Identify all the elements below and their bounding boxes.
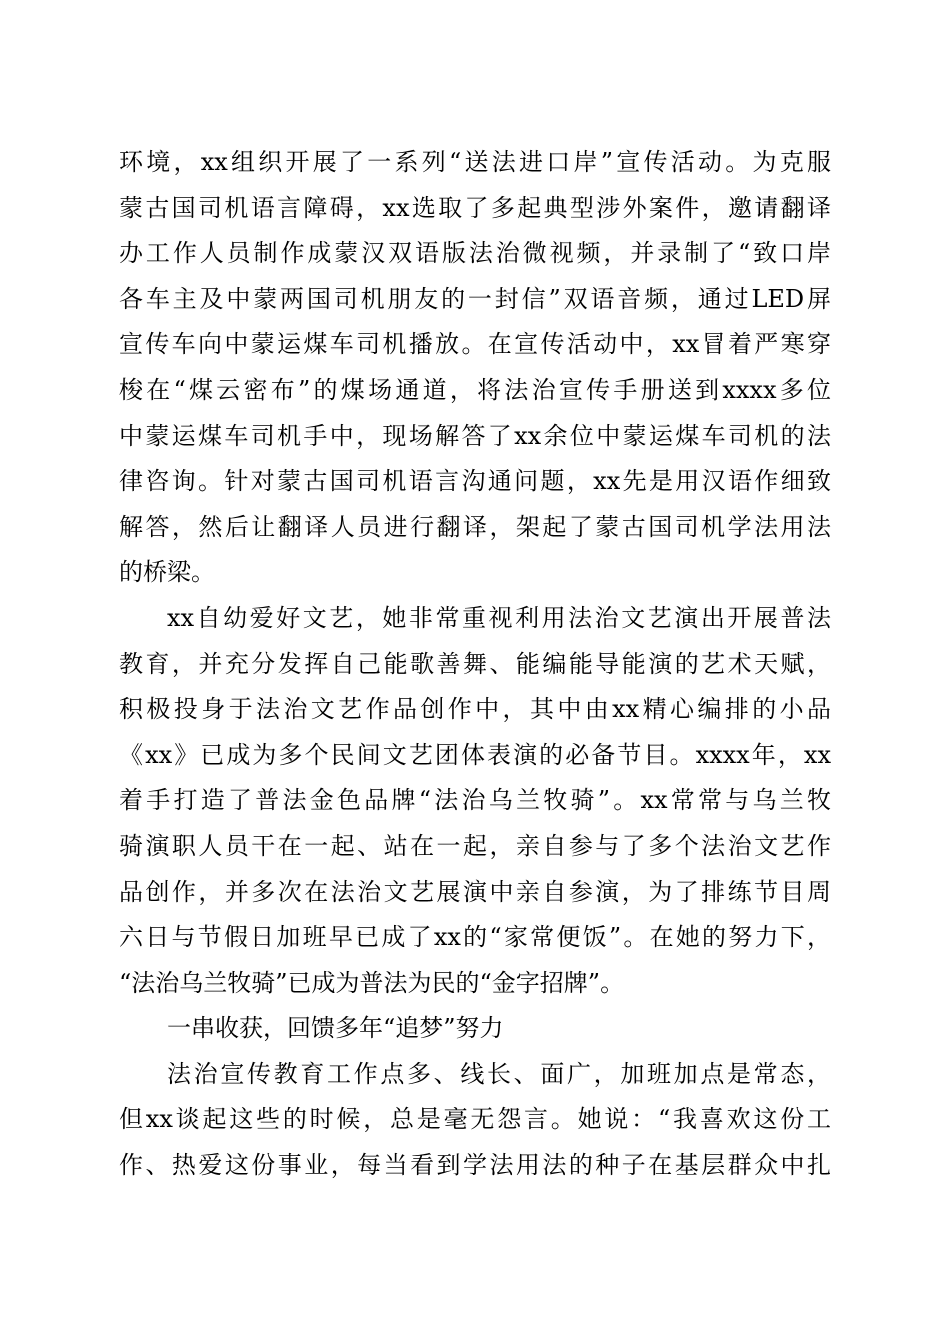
section-heading — [119, 1006, 831, 1052]
paragraph-line: 各车主及中蒙两国司机朋友的一封信”双语音频，通过LED屏 — [119, 284, 831, 313]
paragraph-3 — [119, 1052, 831, 1189]
paragraph-line: 环境，xx组织开展了一系列“送法进口岸”宣传活动。为克服 — [119, 148, 831, 176]
paragraph-line: 骑演职人员干在一起、站在一起，亲自参与了多个法治文艺作 — [119, 831, 831, 860]
paragraph-line: 宣传车向中蒙运煤车司机播放。在宣传活动中，xx冒着严寒穿 — [119, 330, 831, 359]
section-heading-text: 一串收获，回馈多年“追梦”努力 — [167, 1014, 504, 1043]
paragraph-line: 梭在“煤云密布”的煤场通道，将法治宣传手册送到xxxx多位 — [119, 375, 831, 404]
paragraph-1 — [119, 140, 831, 596]
paragraph-line: 但xx谈起这些的时候，总是毫无怨言。她说：“我喜欢这份工 — [119, 1105, 831, 1134]
paragraph-line: 中蒙运煤车司机手中，现场解答了xx余位中蒙运煤车司机的法 — [119, 421, 831, 450]
paragraph-line: “法治乌兰牧骑”已成为普法为民的“金字招牌”。 — [119, 968, 625, 997]
paragraph-line: 积极投身于法治文艺作品创作中，其中由xx精心编排的小品 — [119, 695, 831, 724]
paragraph-line: 品创作，并多次在法治文艺展演中亲自参演，为了排练节目周 — [119, 877, 831, 906]
paragraph-line: 法治宣传教育工作点多、线长、面广，加班加点是常态， — [167, 1059, 831, 1088]
paragraph-line: 六日与节假日加班早已成了xx的“家常便饭”。在她的努力下， — [119, 923, 831, 952]
paragraph-line: xx自幼爱好文艺，她非常重视利用法治文艺演出开展普法 — [167, 603, 831, 632]
paragraph-line: 蒙古国司机语言障碍，xx选取了多起典型涉外案件，邀请翻译 — [119, 193, 831, 222]
document-body — [119, 140, 831, 1189]
paragraph-line: 的桥梁。 — [119, 558, 215, 587]
paragraph-line: 律咨询。针对蒙古国司机语言沟通问题，xx先是用汉语作细致 — [119, 467, 831, 496]
paragraph-line: 办工作人员制作成蒙汉双语版法治微视频，并录制了“致口岸 — [119, 239, 831, 268]
paragraph-line: 着手打造了普法金色品牌“法治乌兰牧骑”。xx常常与乌兰牧 — [119, 786, 831, 815]
paragraph-2 — [119, 596, 831, 1006]
paragraph-line: 解答，然后让翻译人员进行翻译，架起了蒙古国司机学法用法 — [119, 512, 831, 541]
paragraph-line: 教育，并充分发挥自己能歌善舞、能编能导能演的艺术天赋， — [119, 649, 831, 678]
paragraph-line: 《xx》已成为多个民间文艺团体表演的必备节目。xxxx年，xx — [119, 740, 831, 769]
paragraph-line: 作、热爱这份事业，每当看到学法用法的种子在基层群众中扎 — [119, 1151, 831, 1180]
